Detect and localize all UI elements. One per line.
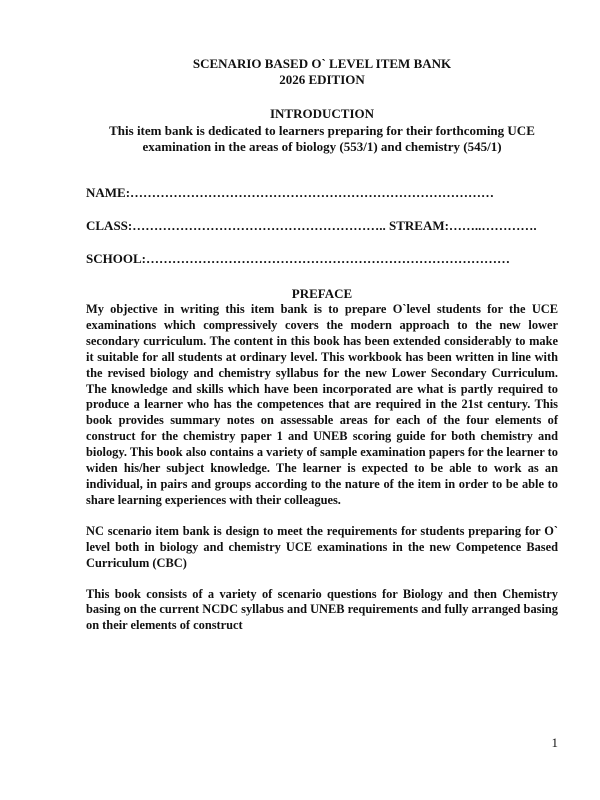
preface-heading: PREFACE [291, 286, 353, 301]
introduction-text: This item bank is dedicated to learners preparing for their forthcoming UCE examination in the areas of biology (553/1) and chemistry (545/1) [109, 123, 535, 154]
class-stream-field: CLASS:………………………………………………….. STREAM:……..…………. [86, 218, 537, 233]
edition-label: 2026 EDITION [279, 72, 365, 87]
document-title: SCENARIO BASED O` LEVEL ITEM BANK [192, 56, 452, 71]
introduction-heading: INTRODUCTION [269, 106, 374, 121]
preface-paragraph-2: NC scenario item bank is design to meet the requirements for students preparing for O` level both in biology and chemistry UCE examinations in the new Competence Based Curriculum (CBC) [86, 523, 558, 570]
preface-paragraph-3: This book consists of a variety of scenario questions for Biology and then Chemistry basing on the current NCDC syllabus and UNEB requirements and fully arranged basing on their elements of construct [86, 586, 558, 633]
school-field: SCHOOL:………………………………………………………………………… [86, 251, 510, 266]
name-field: NAME:………………………………………………………………………… [86, 185, 495, 200]
page-number: 1 [551, 735, 558, 750]
preface-paragraph-1: My objective in writing this item bank is to prepare O`level students for the UCE examinations which compressively covers the modern approach to the new lower secondary curriculum. The content in this book has been extended considerably to make it suitable for all students at ordinary level. This workbook has been written in line with the revised biology and chemistry syllabus for the new Lower Secondary Curriculum. The knowledge and skills which have been incorporated are what is partly required to produce a learner who has the competences that are required in the 21st century. This book provides summary notes on assessable areas for each of the four elements of construct for the chemistry paper 1 and UNEB scoring guide for both chemistry and biology. This book also contains a variety of sample examination papers for the learner to widen his/her subject knowledge. The learner is expected to be able to work as an individual, in pairs and groups according to the nature of the item in order to be able to share learning experiences with their colleagues. [86, 302, 558, 507]
student-details [86, 185, 558, 267]
